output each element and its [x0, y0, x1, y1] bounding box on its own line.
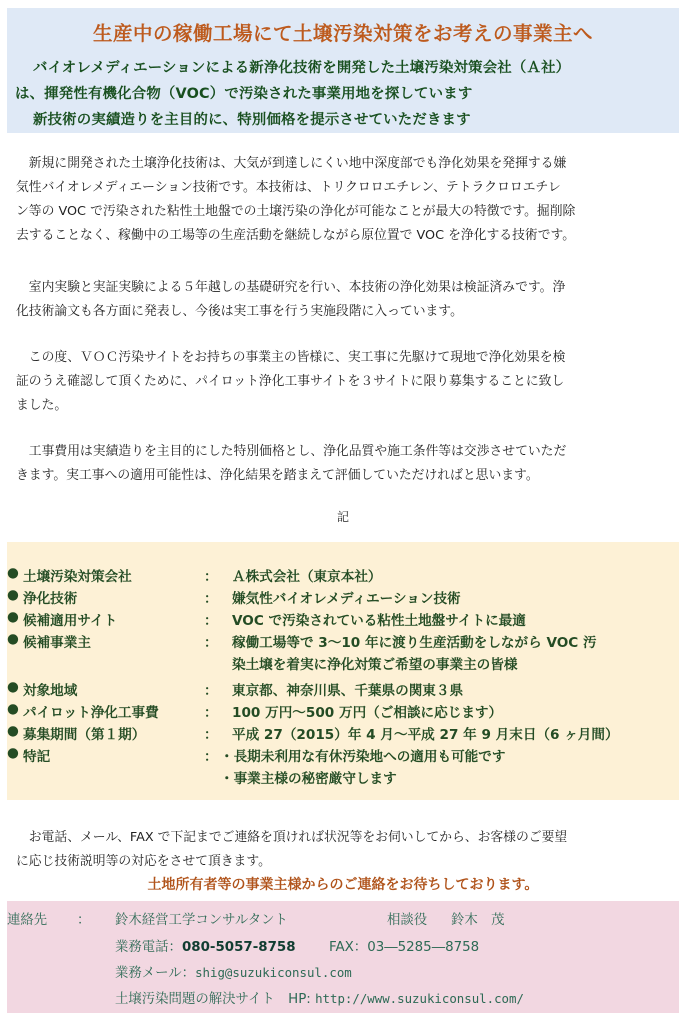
contact-site-row — [115, 988, 524, 1007]
bullet-icon: ● — [7, 565, 19, 581]
detail-row-candidate-owner — [7, 631, 679, 675]
detail-colon: ： — [204, 569, 218, 585]
paragraph-cost — [16, 440, 670, 488]
detail-colon: ： — [204, 683, 218, 699]
contact-organization: 鈴木経営工学コンサルタント — [115, 913, 288, 928]
paragraph-line: ました。 — [16, 398, 68, 413]
detail-value: 稼働工場等で 3～10 年に渡り生産活動をしながら VOC 汚 — [232, 635, 597, 651]
paragraph-line: 室内実験と実証実験による５年越しの基礎研究を行い、本技術の浄化効果は検証済みです。浄 — [16, 280, 566, 295]
bullet-icon: ● — [7, 745, 19, 761]
bullet-icon: ● — [7, 679, 19, 695]
bullet-icon: ● — [7, 701, 19, 717]
paragraph-technology — [16, 152, 670, 248]
detail-value: 東京都、神奈川県、千葉県の関東３県 — [232, 683, 464, 699]
detail-value: Ａ株式会社（東京本社） — [232, 569, 382, 585]
detail-label: 候補適用サイト — [23, 613, 118, 629]
site-label: 土壌汚染問題の解決サイト HP: — [115, 992, 311, 1007]
paragraph-recruitment — [16, 346, 670, 418]
details-box — [7, 542, 679, 800]
contact-callout: 土地所有者等の事業主様からのご連絡をお待ちしております。 — [147, 877, 539, 893]
detail-row-notes — [7, 745, 679, 789]
contact-name: 鈴木 茂 — [451, 913, 505, 928]
detail-colon: ： — [204, 591, 218, 607]
detail-row-region — [7, 679, 679, 701]
detail-colon: ： — [204, 727, 218, 743]
paragraph-line: 化技術論文も各方面に発表し、今後は実工事を行う実施段階に入っています。 — [16, 304, 463, 319]
bullet-icon: ● — [7, 631, 19, 647]
detail-label: パイロット浄化工事費 — [23, 705, 159, 721]
paragraph-line: きます。実工事への適用可能性は、浄化結果を踏まえて評価していただければと思います。 — [16, 468, 539, 483]
detail-row-company — [7, 565, 679, 587]
contact-note — [16, 826, 670, 874]
detail-row-period — [7, 723, 679, 745]
detail-row-cost — [7, 701, 679, 723]
header-line-2: は、揮発性有機化合物（VOC）で汚染された事業用地を探しています — [15, 86, 473, 102]
detail-value-continued: ・事業主様の秘密厳守します — [220, 771, 397, 787]
detail-label: 候補事業主 — [23, 635, 91, 651]
contact-note-line: お電話、メール、FAX で下記までご連絡を頂ければ状況等をお伺いしてから、お客様のご要望 — [16, 830, 568, 845]
contact-footer — [7, 901, 679, 1013]
detail-value: 100 万円～500 万円（ご相談に応じます） — [232, 705, 503, 721]
bullet-icon: ● — [7, 723, 19, 739]
mail-address-link[interactable]: shig@suzukiconsul.com — [195, 965, 352, 980]
mail-label: 業務メール： — [115, 966, 196, 981]
detail-label: 対象地域 — [23, 683, 78, 699]
fax-number: FAX：03―5285―8758 — [329, 940, 480, 955]
detail-colon: ： — [204, 705, 218, 721]
detail-colon: ： — [204, 749, 218, 765]
detail-value-continued: 染土壌を着実に浄化対策ご希望の事業主の皆様 — [232, 657, 518, 673]
detail-row-technology — [7, 587, 679, 609]
phone-label: 業務電話： — [115, 940, 182, 955]
detail-label: 土壌汚染対策会社 — [23, 569, 132, 585]
paragraph-line: 気性バイオレメディエーション技術です。本技術は、トリクロロエチレン、テトラクロロエチレ — [16, 180, 561, 195]
detail-colon: ： — [204, 635, 218, 651]
detail-value: VOC で汚染されている粘性土地盤サイトに最適 — [232, 613, 526, 629]
header-line-1: バイオレメディエーションによる新浄化技術を開発した土壌汚染対策会社（Ａ社） — [33, 60, 571, 76]
page-title: 生産中の稼働工場にて土壌汚染対策をお考えの事業主へ — [92, 22, 593, 45]
paragraph-line: この度、ＶＯＣ汚染サイトをお持ちの事業主の皆様に、実工事に先駆けて現地で浄化効果を検 — [16, 350, 566, 365]
contact-label: 連絡先 — [7, 913, 48, 928]
paragraph-line: ン等の VOC で汚染された粘性土地盤での土壌汚染の浄化が可能なことが最大の特徴です。掘削除 — [16, 204, 576, 219]
detail-label: 募集期間（第１期） — [23, 727, 146, 743]
bullet-icon: ● — [7, 609, 19, 625]
paragraph-research — [16, 276, 670, 324]
ki-marker: 記 — [336, 510, 349, 524]
detail-value: 嫌気性バイオレメディエーション技術 — [232, 591, 461, 607]
contact-note-line: に応じ技術説明等の対応をさせて頂きます。 — [16, 854, 271, 869]
detail-colon: ： — [204, 613, 218, 629]
header-banner — [7, 8, 679, 133]
contact-role: 相談役 — [387, 913, 428, 928]
detail-value: 平成 27（2015）年 4 月～平成 27 年 9 月末日（6 ヶ月間） — [232, 727, 619, 743]
paragraph-line: 去することなく、稼働中の工場等の生産活動を継続しながら原位置で VOC を浄化する技術です。 — [16, 228, 576, 243]
paragraph-line: 証のうえ確認して頂くために、パイロット浄化工事サイトを３サイトに限り募集することに致し — [16, 374, 565, 389]
header-line-3: 新技術の実績造りを主目的に、特別価格を提示させていただきます — [33, 112, 471, 128]
site-url-link[interactable]: http://www.suzukiconsul.com/ — [315, 991, 524, 1006]
bullet-icon: ● — [7, 587, 19, 603]
contact-colon: ： — [77, 913, 91, 928]
detail-label: 浄化技術 — [23, 591, 78, 607]
detail-row-site — [7, 609, 679, 631]
contact-phone-row — [115, 936, 296, 955]
detail-value: ・長期未利用な有休汚染地への適用も可能です — [220, 749, 506, 765]
paragraph-line: 工事費用は実績造りを主目的にした特別価格とし、浄化品質や施工条件等は交渉させていただ — [16, 444, 567, 459]
detail-label: 特記 — [23, 749, 51, 765]
paragraph-line: 新規に開発された土壌浄化技術は、大気が到達しにくい地中深度部でも浄化効果を発揮する嫌 — [16, 156, 567, 171]
contact-mail-row — [115, 962, 352, 981]
phone-number[interactable]: 080-5057-8758 — [181, 940, 296, 955]
